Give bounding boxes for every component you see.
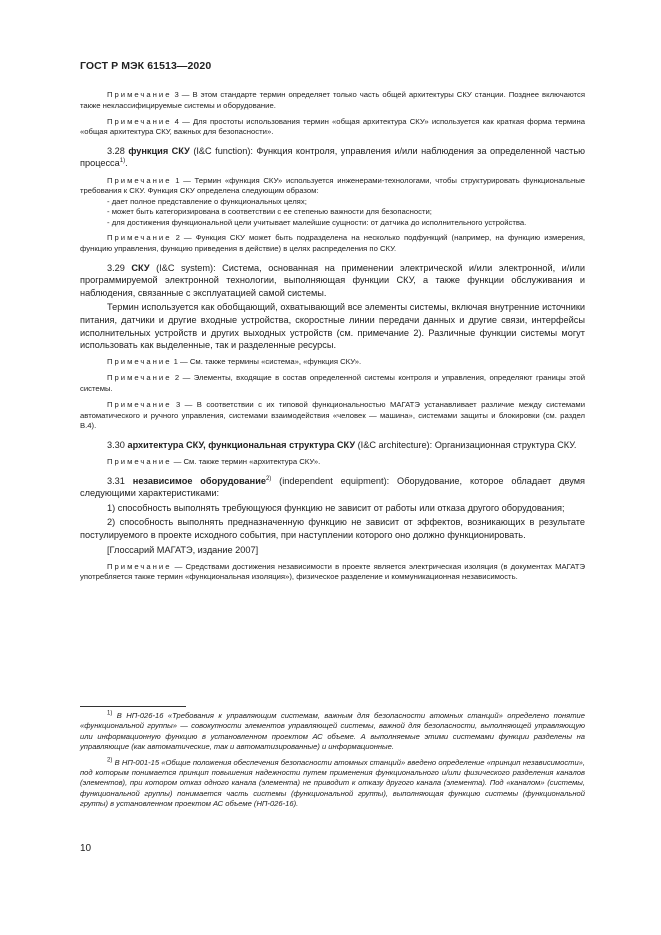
term-3-29: 3.29 СКУ (I&C system): Система, основанная на применении электрической и/или электронной, и/или программируемой электронной технологии, выполняющая функции СКУ, а также функции обслуживания и наблюдения, связанные с эксплуатацией самой системы. bbox=[80, 262, 585, 298]
list-item: - для достижения функциональной цели учитывает малейшие сущности: от датчика до исполнительного устройства. bbox=[107, 217, 527, 227]
term-title: архитектура СКУ, функциональная структура СКУ bbox=[127, 439, 356, 450]
note-label: Примечание bbox=[107, 561, 172, 571]
note-3: Примечание 3 — В этом стандарте термин определяет только часть общей архитектуры СКУ станции. Позднее включаются также неклассифицируемые системы и оборудование. bbox=[80, 90, 585, 110]
term-title: функция СКУ bbox=[128, 145, 190, 156]
note-label: Примечание bbox=[107, 116, 172, 126]
footnote-number: 2) bbox=[107, 757, 113, 764]
note-3-29-3: Примечание 3 — В соответствии с их типовой функциональностью МАГАТЭ устанавливает различие между системами автоматического и ручного управления, системами взаимодействия «человек — машина», системами защиты и блокировки (см. раздел В.4). bbox=[80, 400, 585, 431]
footnote-ref: 1) bbox=[119, 158, 126, 165]
term-title: СКУ bbox=[131, 262, 150, 273]
note-label: Примечание bbox=[107, 456, 172, 466]
note-3-30: Примечание — См. также термин «архитектура СКУ». bbox=[107, 456, 321, 466]
document-header: ГОСТ Р МЭК 61513—2020 bbox=[80, 60, 212, 72]
list-item: 2) способность выполнять предназначенную функцию не зависит от эффектов, возникающих в результате постулируемого в проекте исходного события, при наступлении которого оно должно функционировать. bbox=[80, 517, 585, 540]
term-3-31: 3.31 независимое оборудование$^{2)}$ (independent equipment): Оборудование, которое обладает двумя следующими характеристиками: bbox=[80, 475, 585, 499]
note-3-29-2: Примечание 2 — Элементы, входящие в состав определенной системы контроля и управления, определяют границы этой системы. bbox=[80, 373, 585, 393]
term-source: [Глоссарий МАГАТЭ, издание 2007] bbox=[107, 544, 259, 555]
term-title: независимое оборудование bbox=[132, 475, 266, 486]
note-3-28-1: Примечание 1 — Термин «функция СКУ» используется инженерами-технологами, чтобы структурировать функциональные требования к СКУ. Функция СКУ определена следующим образом: bbox=[80, 175, 585, 196]
note-label: Примечание bbox=[107, 90, 172, 99]
list-item: - дает полное представление о функциональных целях; bbox=[107, 196, 307, 206]
note-label: Примечание bbox=[107, 175, 172, 185]
list-item: - может быть категоризирована в соответствии с ее степенью важности для безопасности; bbox=[107, 207, 432, 217]
list-item: 1) способность выполнять требующуюся функцию не зависит от работы или отказа другого оборудования; bbox=[107, 502, 565, 513]
footnote-number: 1) bbox=[107, 710, 113, 717]
term-3-28: 3.28 функция СКУ (I&C function): Функция контроля, управления и/или наблюдения за определенной частью процесса$^{1)}$. bbox=[80, 145, 586, 169]
term-3-30: 3.30 архитектура СКУ, функциональная структура СКУ (I&C architecture): Организационная структура СКУ. bbox=[107, 439, 577, 450]
note-3-29-1: Примечание 1 — См. также термины «система», «функция СКУ». bbox=[107, 357, 362, 367]
footnote-2: $^{2)}$ В НП-001-15 «Общие положения обеспечения безопасности атомных станций» введено определение «принцип независимости», под которым понимается принцип повышения надежности путем применения функционального и/или физического разделения каналов (элементов), при котором отказ одного канала (элемента) не приводит к отказу другого канала (элемента). Под «каналом» (системы, функциональной группы) понимается часть системы (функциональной группы), выполняющая функцию системы (функциональной группы) в установленном проектом АС объеме (НП-026-16). bbox=[80, 757, 585, 809]
note-label: Примечание bbox=[107, 357, 172, 367]
main-content bbox=[80, 90, 585, 583]
footnote-1: $^{1)}$ В НП-026-16 «Требования к управляющим системам, важным для безопасности атомных станций» определено понятие «функциональной группы» — совокупности элементов управляющей системы, важной для безопасности, выполняющей управляющую или информационную функцию в установленном проектом АС объеме. А выполняемые этими системами функции разделены на управляющие (как автоматические, так и автоматизированные) и информационные. bbox=[80, 710, 585, 752]
note-4: Примечание 4 — Для простоты использования термин «общая архитектура СКУ» используется как краткая форма термина «общая архитектура СКУ, важных для безопасности». bbox=[80, 116, 585, 137]
term-3-29-paragraph: Термин используется как обобщающий, охватывающий все элементы системы, включая внутренние источники питания, датчики и другие входные устройства, скоростные линии передачи данных и другие связи, интерфейсы исполнительных устройств и других выходных устройств (см. примечание 2). Различные функции системы могут использовать как выделенные, так и разделенные ресурсы. bbox=[80, 302, 585, 351]
footnote-separator bbox=[80, 706, 186, 707]
footnotes bbox=[80, 711, 585, 815]
note-3-31: Примечание — Средствами достижения независимости в проекте является электрическая изоляция (в документах МАГАТЭ употребляется также термин «функциональная изоляция»), физическое разделение и коммуникационная независимость. bbox=[80, 561, 585, 582]
note-label: Примечание bbox=[107, 233, 172, 243]
note-label: Примечание bbox=[107, 373, 172, 383]
page-number: 10 bbox=[80, 843, 92, 854]
note-3-28-2: Примечание 2 — Функция СКУ может быть подразделена на несколько подфункций (например, на функцию измерения, функцию управления, функцию приведения в действие) в целях распределения по СКУ. bbox=[80, 233, 585, 254]
footnote-ref: 2) bbox=[265, 475, 272, 482]
note-label: Примечание bbox=[107, 400, 172, 410]
